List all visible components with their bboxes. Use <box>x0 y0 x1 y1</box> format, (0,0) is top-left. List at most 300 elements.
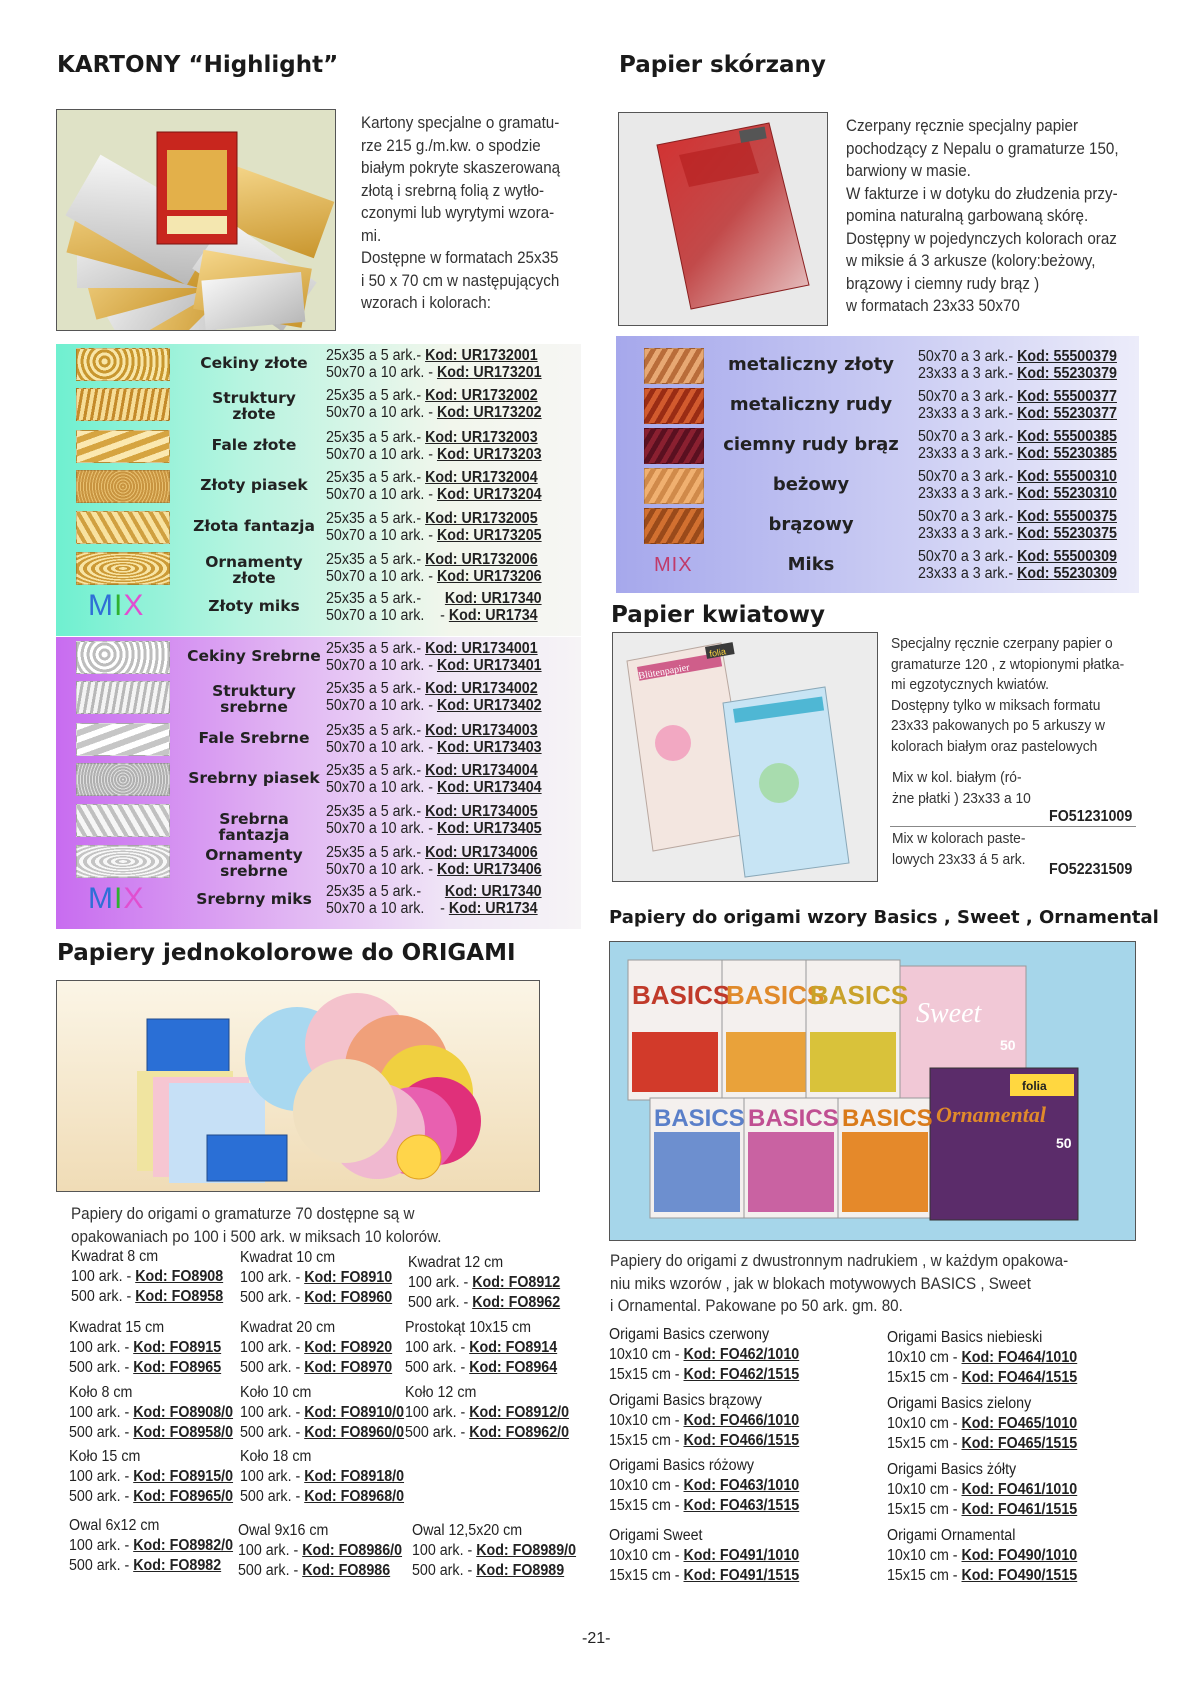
origami-item-qty1: 100 ark. - <box>405 1339 470 1356</box>
basics-item-name: Origami Ornamental <box>887 1527 1016 1544</box>
gold-line1-size: 25x35 a 5 ark.- <box>326 469 426 486</box>
origami-item-line1 <box>405 1338 557 1358</box>
origami-item-qty1: 100 ark. - <box>240 1269 305 1286</box>
leather-pack-illustration <box>619 113 828 326</box>
gold-mix-text: MIX <box>88 589 145 622</box>
basics-item <box>887 1328 1077 1388</box>
silver-line1 <box>326 640 538 658</box>
silver-line1-code: Kod: UR17340 <box>444 883 542 900</box>
origami-item-line1 <box>412 1541 576 1561</box>
gold-swatch <box>76 552 170 585</box>
leather-row <box>616 468 1139 508</box>
gold-line2 <box>326 486 542 504</box>
basics-item-size2: 15x15 cm - <box>887 1435 962 1452</box>
origami-item-qty2: 500 ark. - <box>412 1562 477 1579</box>
leather-line2 <box>918 525 1117 543</box>
origami-item <box>238 1521 402 1581</box>
basics-packs-illustration <box>610 942 1136 1241</box>
origami-item <box>71 1247 223 1307</box>
silver-line2 <box>326 697 542 715</box>
gold-line2 <box>326 446 542 464</box>
gold-name: Fale złote <box>211 436 297 454</box>
basics-pack-label-4: BASICS <box>654 1105 745 1132</box>
basics-item-code1: Kod: FO462/1010 <box>683 1346 800 1363</box>
origami-item-qty2: 500 ark. - <box>238 1562 303 1579</box>
leather-line2-code: Kod: 55230377 <box>1017 405 1117 422</box>
basics-item-size1: 10x10 cm - <box>887 1481 962 1498</box>
basics-item-code2: Kod: FO491/1515 <box>683 1567 800 1584</box>
leather-line2 <box>918 405 1117 423</box>
origami-item-line2 <box>71 1287 223 1307</box>
gold-line1-size: 25x35 a 5 ark.- <box>326 347 426 364</box>
origami-item-line1 <box>69 1467 233 1487</box>
origami-item-code1: Kod: FO8920 <box>304 1339 393 1356</box>
basics-item <box>609 1325 799 1385</box>
silver-row <box>56 677 581 717</box>
origami-item-name: Koło 12 cm <box>405 1384 477 1401</box>
origami-item-qty1: 100 ark. - <box>408 1274 473 1291</box>
basics-title: Papiery do origami wzory Basics , Sweet , Ornamental <box>609 907 1159 928</box>
origami-item <box>405 1383 569 1443</box>
gold-line1-size: 25x35 a 5 ark.- <box>326 510 426 527</box>
origami-item-code2: Kod: FO8982 <box>133 1557 222 1574</box>
gold-line2-code: Kod: UR173206 <box>436 568 542 585</box>
origami-item-line2 <box>238 1561 402 1581</box>
basics-item-size1: 10x10 cm - <box>609 1346 684 1363</box>
origami-item <box>240 1318 392 1378</box>
kartony-title: KARTONY “Highlight” <box>57 52 339 78</box>
page-number: -21- <box>582 1630 611 1647</box>
basics-item-size1: 10x10 cm - <box>887 1415 962 1432</box>
gold-name: Złoty piasek <box>200 476 308 494</box>
gold-line1 <box>326 590 542 608</box>
basics-item-name: Origami Basics zielony <box>887 1395 1032 1412</box>
gold-line2-size: 50x70 a 10 ark. - <box>326 446 437 463</box>
origami-item-line2 <box>69 1487 233 1507</box>
origami-item-code2: Kod: FO8964 <box>469 1359 558 1376</box>
pack-label-text: Blütenpapier <box>637 662 691 682</box>
origami-item-code2: Kod: FO8965 <box>133 1359 222 1376</box>
silver-line1-code: Kod: UR1734002 <box>425 680 538 697</box>
gold-line2-code: Kod: UR173201 <box>436 364 542 381</box>
origami-item-qty1: 100 ark. - <box>71 1268 136 1285</box>
silver-line2-code: Kod: UR173404 <box>436 779 542 796</box>
origami-item-name: Kwadrat 10 cm <box>240 1249 336 1266</box>
gold-line2-size: 50x70 a 10 ark. - <box>326 404 437 421</box>
origami-item-qty2: 500 ark. - <box>240 1359 305 1376</box>
origami-item <box>412 1521 576 1581</box>
gold-line1-size: 25x35 a 5 ark.- <box>326 590 445 607</box>
origami-item-name: Owal 6x12 cm <box>69 1517 160 1534</box>
gold-line2-code: Kod: UR173202 <box>436 404 542 421</box>
gold-line1 <box>326 347 538 365</box>
basics-item-size2: 15x15 cm - <box>609 1432 684 1449</box>
leather-line2 <box>918 365 1117 383</box>
gold-line2-size: 50x70 a 10 ark. - <box>326 568 437 585</box>
skorzany-description: Czerpany ręcznie specjalny papier pochodzący z Nepalu o gramaturze 150, barwiony w masie. W fakturze i w dotyku do złudzenia przy- pomina naturalną garbowaną skórę. Dostępny w pojedynczych kolorach oraz w miksie á 3 arkusze (kolory:beżowy, brązowy i ciemny rudy brąz ) w formatach 23x33 50x70 <box>846 117 1119 315</box>
silver-line1-code: Kod: UR1734006 <box>425 844 538 861</box>
gold-line1-code: Kod: UR1732001 <box>425 347 538 364</box>
gold-line2-size: 50x70 a 10 ark. - <box>326 486 437 503</box>
basics-item-code1: Kod: FO466/1010 <box>683 1412 800 1429</box>
leather-line1-size: 50x70 a 3 ark.- <box>918 508 1018 525</box>
gold-cardboard-table <box>56 344 581 636</box>
silver-swatch <box>76 641 170 674</box>
origami-item-line1 <box>240 1403 404 1423</box>
kartony-description: Kartony specjalne o gramatu- rze 215 g./m.kw. o spodzie białym pokryte skaszerowaną złotą i srebrną folią z wytło- czonymi lub wyrytymi wzora- mi. Dostępne w formatach 25x35 i 50 x 70 cm w następujących wzorach i kolorach: <box>361 114 561 312</box>
silver-line1-size: 25x35 a 5 ark.- <box>326 762 426 779</box>
origami-item-qty1: 100 ark. - <box>69 1404 134 1421</box>
basics-item-line1 <box>887 1480 1077 1500</box>
origami-item-code1: Kod: FO8914 <box>469 1339 558 1356</box>
origami-item-qty1: 100 ark. - <box>238 1542 303 1559</box>
leather-line1-code: Kod: 55500375 <box>1017 508 1117 525</box>
origami-item-line2 <box>240 1423 404 1443</box>
origami-item-qty1: 100 ark. - <box>240 1404 305 1421</box>
silver-swatch <box>76 845 170 878</box>
basics-item-line2 <box>887 1368 1077 1388</box>
pack-brand-text: folia <box>708 646 727 659</box>
silver-line2 <box>326 779 542 797</box>
leather-swatch <box>644 388 704 424</box>
origami-item-code1: Kod: FO8908 <box>135 1268 224 1285</box>
gold-line2 <box>326 607 538 625</box>
silver-name: Srebrny miks <box>196 890 312 908</box>
sweet-pack-count: 50 <box>1000 1037 1016 1053</box>
kwiatowy-description: Specjalny ręcznie czerpany papier o gramaturze 120 , z wtopionymi płatka- mi egzotycznych kwiatów. Dostępny tylko w miksach formatu 23x33 pakowanych po 5 arkuszy w kolorach białym oraz pastelowych <box>891 635 1125 755</box>
origami-item-code2: Kod: FO8970 <box>304 1359 393 1376</box>
origami-item-name: Kwadrat 12 cm <box>408 1254 504 1271</box>
origami-item <box>240 1383 404 1443</box>
gold-name: Struktury złote <box>212 389 296 423</box>
origami-item-qty2: 500 ark. - <box>240 1488 305 1505</box>
silver-name: Cekiny Srebrne <box>187 647 321 665</box>
origami-item-code1: Kod: FO8912/0 <box>469 1404 570 1421</box>
basics-item <box>609 1456 799 1516</box>
silver-line1 <box>326 883 542 901</box>
origami-item-line2 <box>408 1293 560 1313</box>
origami-item <box>69 1383 233 1443</box>
origami-item-code1: Kod: FO8910 <box>304 1269 393 1286</box>
basics-item <box>609 1526 799 1586</box>
basics-item-name: Origami Basics brązowy <box>609 1392 762 1409</box>
origami-item-name: Koło 8 cm <box>69 1384 133 1401</box>
kwiatowy-code-white: FO51231009 <box>1049 808 1133 825</box>
origami-item-name: Koło 18 cm <box>240 1448 312 1465</box>
flower-paper-pack-illustration <box>613 633 878 882</box>
gold-swatch <box>76 430 170 463</box>
origami-item-qty2: 500 ark. - <box>405 1424 470 1441</box>
silver-swatch <box>76 681 170 714</box>
silver-line2 <box>326 820 542 838</box>
silver-line2-code: Kod: UR1734 <box>448 900 538 917</box>
leather-swatch <box>644 428 704 464</box>
silver-swatch <box>76 804 170 837</box>
origami-item-qty1: 100 ark. - <box>69 1339 134 1356</box>
leather-row <box>616 388 1139 428</box>
leather-line1 <box>918 428 1117 446</box>
basics-item-code1: Kod: FO461/1010 <box>961 1481 1078 1498</box>
origami-item <box>240 1447 404 1507</box>
sweet-pack-label: Sweet <box>916 998 982 1029</box>
gold-line2-code: Kod: UR1734 <box>448 607 538 624</box>
basics-item-name: Origami Basics czerwony <box>609 1326 770 1343</box>
origami-item-qty2: 500 ark. - <box>69 1424 134 1441</box>
basics-item-size2: 15x15 cm - <box>887 1567 962 1584</box>
origami-item-qty1: 100 ark. - <box>405 1404 470 1421</box>
silver-row <box>56 841 581 881</box>
leather-line1 <box>918 348 1117 366</box>
basics-item-name: Origami Basics żółty <box>887 1461 1017 1478</box>
silver-line2 <box>326 739 542 757</box>
origami-item-name: Kwadrat 15 cm <box>69 1319 165 1336</box>
leather-name: metaliczny złoty <box>728 354 894 375</box>
origami-item-line2 <box>69 1556 233 1576</box>
origami-item-line2 <box>240 1487 404 1507</box>
origami-item-line1 <box>69 1403 233 1423</box>
leather-line1 <box>918 468 1117 486</box>
basics-item-code1: Kod: FO463/1010 <box>683 1477 800 1494</box>
silver-line1-code: Kod: UR1734003 <box>425 722 538 739</box>
basics-item-line1 <box>609 1546 799 1566</box>
origami-item <box>408 1253 560 1313</box>
gold-row <box>56 587 581 627</box>
basics-item-name: Origami Basics różowy <box>609 1457 755 1474</box>
leather-name: beżowy <box>772 474 850 495</box>
leather-line1-size: 50x70 a 3 ark.- <box>918 388 1018 405</box>
silver-line1 <box>326 803 538 821</box>
origami-item <box>69 1318 221 1378</box>
gold-name: Złota fantazja <box>193 517 315 535</box>
leather-line2-code: Kod: 55230375 <box>1017 525 1117 542</box>
gold-name: Złoty miks <box>208 597 300 615</box>
basics-item <box>887 1526 1077 1586</box>
gold-row <box>56 507 581 547</box>
silver-line1-size: 25x35 a 5 ark.- <box>326 640 426 657</box>
basics-item-line2 <box>887 1500 1077 1520</box>
basics-item-size2: 15x15 cm - <box>887 1501 962 1518</box>
basics-item-code2: Kod: FO462/1515 <box>683 1366 800 1383</box>
origami-item-line2 <box>69 1423 233 1443</box>
origami-item-code1: Kod: FO8982/0 <box>133 1537 234 1554</box>
leather-row <box>616 548 1139 588</box>
basics-item-code1: Kod: FO465/1010 <box>961 1415 1078 1432</box>
basics-item-line2 <box>887 1434 1077 1454</box>
basics-item-size1: 10x10 cm - <box>887 1547 962 1564</box>
leather-swatch <box>644 348 704 384</box>
silver-line2 <box>326 861 542 879</box>
gold-line1-size: 25x35 a 5 ark.- <box>326 551 426 568</box>
origami-item-line2 <box>412 1561 576 1581</box>
origami-item-line2 <box>240 1288 392 1308</box>
basics-item-code2: Kod: FO464/1515 <box>961 1369 1078 1386</box>
origami-item-line1 <box>69 1338 221 1358</box>
silver-name: Struktury srebrne <box>212 682 296 716</box>
basics-item-size1: 10x10 cm - <box>887 1349 962 1366</box>
gold-line1-code: Kod: UR1732004 <box>425 469 538 486</box>
origami-item-qty2: 500 ark. - <box>408 1294 473 1311</box>
silver-name: Srebrna fantazja <box>218 810 290 844</box>
basics-item-code2: Kod: FO466/1515 <box>683 1432 800 1449</box>
basics-item-line1 <box>887 1348 1077 1368</box>
origami-item-qty1: 100 ark. - <box>240 1339 305 1356</box>
basics-item-line1 <box>887 1414 1077 1434</box>
leather-line2-code: Kod: 55230379 <box>1017 365 1117 382</box>
leather-mix-label: MIX <box>654 554 693 576</box>
origami-item-code1: Kod: FO8918/0 <box>304 1468 405 1485</box>
origami-item-qty2: 500 ark. - <box>69 1557 134 1574</box>
gold-line1 <box>326 551 538 569</box>
silver-line2-size: 50x70 a 10 ark. - <box>326 820 437 837</box>
origami-item-code1: Kod: FO8915/0 <box>133 1468 234 1485</box>
origami-item-line2 <box>240 1358 392 1378</box>
gold-line1 <box>326 429 538 447</box>
leather-paper-table <box>616 336 1139 593</box>
leather-line2-size: 23x33 a 3 ark.- <box>918 445 1018 462</box>
origami-item-qty2: 500 ark. - <box>69 1359 134 1376</box>
gold-line2-code: Kod: UR173203 <box>436 446 542 463</box>
basics-item-size1: 10x10 cm - <box>609 1547 684 1564</box>
gold-line2 <box>326 568 542 586</box>
origami-item-code2: Kod: FO8965/0 <box>133 1488 234 1505</box>
origami-title: Papiery jednokolorowe do ORIGAMI <box>57 940 516 966</box>
gold-line1-code: Kod: UR1732002 <box>425 387 538 404</box>
silver-line1-size: 25x35 a 5 ark.- <box>326 803 426 820</box>
gold-line2-size: 50x70 a 10 ark. - <box>326 527 437 544</box>
basics-item <box>887 1460 1077 1520</box>
silver-line1-size: 25x35 a 5 ark.- <box>326 844 426 861</box>
silver-line1-size: 25x35 a 5 ark.- <box>326 883 445 900</box>
origami-item-qty2: 500 ark. - <box>405 1359 470 1376</box>
basics-item-line1 <box>609 1411 799 1431</box>
gold-row <box>56 426 581 466</box>
silver-line2-size: 50x70 a 10 ark. - <box>326 900 449 917</box>
basics-pack-label-3: BASICS <box>810 980 909 1010</box>
origami-item-name: Koło 15 cm <box>69 1448 141 1465</box>
leather-line1-size: 50x70 a 3 ark.- <box>918 428 1018 445</box>
silver-swatch <box>76 723 170 756</box>
gold-row <box>56 548 581 588</box>
ornamental-pack-count: 50 <box>1056 1135 1072 1151</box>
basics-item-line2 <box>609 1496 799 1516</box>
leather-line2-size: 23x33 a 3 ark.- <box>918 525 1018 542</box>
leather-line1-code: Kod: 55500310 <box>1017 468 1117 485</box>
leather-name: brązowy <box>768 514 854 535</box>
basics-item-line2 <box>609 1431 799 1451</box>
silver-line2-code: Kod: UR173405 <box>436 820 542 837</box>
gold-line2-size: 50x70 a 10 ark. - <box>326 607 449 624</box>
origami-item-qty2: 500 ark. - <box>240 1289 305 1306</box>
gold-line2-code: Kod: UR173204 <box>436 486 542 503</box>
basics-item-code2: Kod: FO463/1515 <box>683 1497 800 1514</box>
gold-line1-size: 25x35 a 5 ark.- <box>326 429 426 446</box>
gold-line1 <box>326 387 538 405</box>
gold-name: Ornamenty złote <box>205 553 303 587</box>
gold-line2-size: 50x70 a 10 ark. - <box>326 364 437 381</box>
origami-item-qty2: 500 ark. - <box>240 1424 305 1441</box>
origami-item <box>69 1516 233 1576</box>
origami-item-code1: Kod: FO8989/0 <box>476 1542 577 1559</box>
origami-item-name: Prostokąt 10x15 cm <box>405 1319 532 1336</box>
leather-line1-code: Kod: 55500379 <box>1017 348 1117 365</box>
origami-item-qty1: 100 ark. - <box>69 1468 134 1485</box>
origami-item-name: Koło 10 cm <box>240 1384 312 1401</box>
kwiatowy-code-pastel: FO52231509 <box>1049 861 1133 878</box>
leather-line1-size: 50x70 a 3 ark.- <box>918 548 1018 565</box>
kartony-fan-illustration <box>57 110 336 331</box>
origami-item-code2: Kod: FO8960 <box>304 1289 393 1306</box>
silver-line1-code: Kod: UR1734005 <box>425 803 538 820</box>
origami-item-code1: Kod: FO8986/0 <box>302 1542 403 1559</box>
origami-item-qty1: 100 ark. - <box>69 1537 134 1554</box>
origami-item-code2: Kod: FO8962/0 <box>469 1424 570 1441</box>
silver-line1-size: 25x35 a 5 ark.- <box>326 722 426 739</box>
origami-item-line2 <box>69 1358 221 1378</box>
silver-line1-code: Kod: UR1734004 <box>425 762 538 779</box>
basics-item-size2: 15x15 cm - <box>609 1497 684 1514</box>
skorzany-product-photo <box>618 112 828 326</box>
leather-line2-size: 23x33 a 3 ark.- <box>918 565 1018 582</box>
leather-line1-code: Kod: 55500377 <box>1017 388 1117 405</box>
leather-line2 <box>918 485 1117 503</box>
origami-item-code1: Kod: FO8910/0 <box>304 1404 405 1421</box>
basics-item-size1: 10x10 cm - <box>609 1412 684 1429</box>
basics-pack-label-2: BASICS <box>726 980 825 1010</box>
leather-line2-size: 23x33 a 3 ark.- <box>918 405 1018 422</box>
leather-row <box>616 508 1139 548</box>
silver-line2-size: 50x70 a 10 ark. - <box>326 739 437 756</box>
gold-swatch <box>76 388 170 421</box>
kwiatowy-mix-white: Mix w kol. białym (ró- żne płatki ) 23x33 a 10 <box>892 769 1031 807</box>
gold-line2 <box>326 527 542 545</box>
silver-line2-size: 50x70 a 10 ark. - <box>326 697 437 714</box>
silver-line2-code: Kod: UR173406 <box>436 861 542 878</box>
silver-line1 <box>326 722 538 740</box>
kwiatowy-title: Papier kwiatowy <box>611 602 826 628</box>
leather-name: metaliczny rudy <box>729 394 893 415</box>
silver-row <box>56 637 581 677</box>
silver-line2-code: Kod: UR173402 <box>436 697 542 714</box>
origami-item-qty2: 500 ark. - <box>69 1488 134 1505</box>
origami-item-code2: Kod: FO8958/0 <box>133 1424 234 1441</box>
kwiatowy-mix-pastel: Mix w kolorach paste- lowych 23x33 á 5 ark. <box>892 830 1026 868</box>
basics-pack-label-1: BASICS <box>632 980 731 1010</box>
silver-mix-text: MIX <box>88 882 145 915</box>
silver-row <box>56 880 581 920</box>
basics-item <box>609 1391 799 1451</box>
skorzany-title: Papier skórzany <box>619 52 826 78</box>
leather-line2-size: 23x33 a 3 ark.- <box>918 365 1018 382</box>
silver-name: Fale Srebrne <box>198 729 310 747</box>
gold-line1-size: 25x35 a 5 ark.- <box>326 387 426 404</box>
silver-name: Srebrny piasek <box>188 769 320 787</box>
basics-item-code1: Kod: FO490/1010 <box>961 1547 1078 1564</box>
silver-cardboard-table <box>56 637 581 929</box>
gold-swatch <box>76 348 170 381</box>
leather-swatch <box>644 508 704 544</box>
basics-item-name: Origami Basics niebieski <box>887 1329 1043 1346</box>
silver-line2 <box>326 900 538 918</box>
silver-row <box>56 719 581 759</box>
silver-line2 <box>326 657 542 675</box>
origami-item-name: Owal 12,5x20 cm <box>412 1522 523 1539</box>
silver-line1-code: Kod: UR1734001 <box>425 640 538 657</box>
basics-item-name: Origami Sweet <box>609 1527 703 1544</box>
origami-item-line1 <box>405 1403 569 1423</box>
leather-line1-code: Kod: 55500309 <box>1017 548 1117 565</box>
kwiatowy-divider <box>890 826 1136 827</box>
silver-mix-label <box>88 882 144 916</box>
